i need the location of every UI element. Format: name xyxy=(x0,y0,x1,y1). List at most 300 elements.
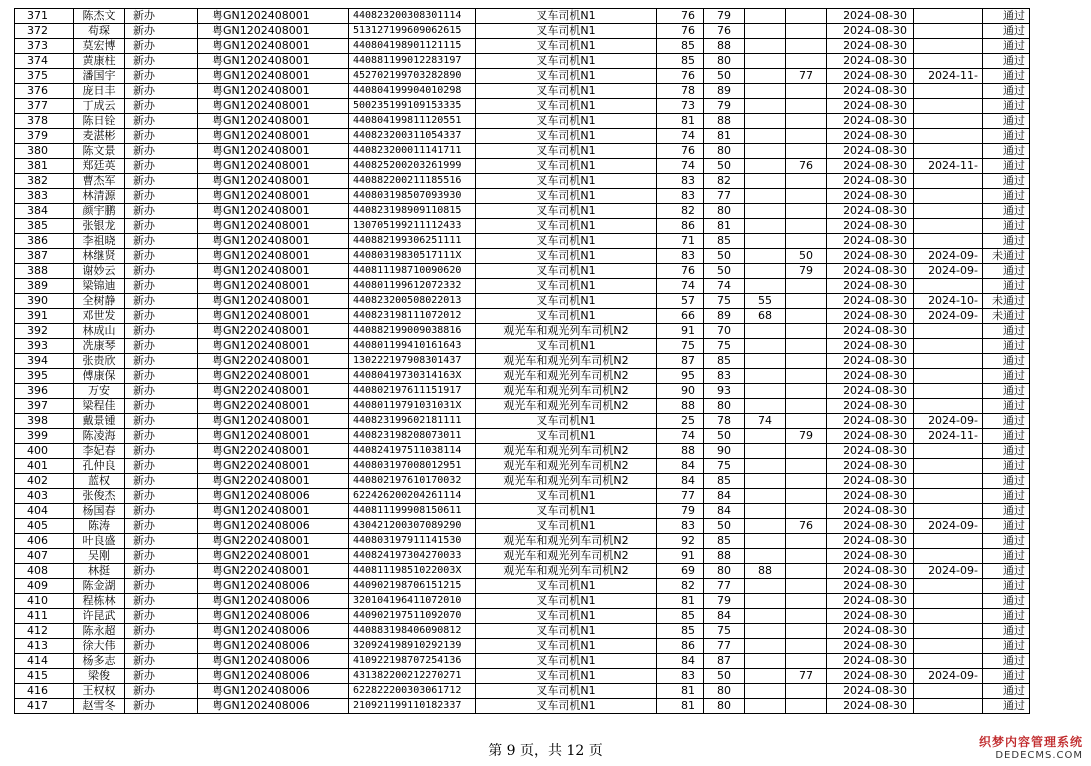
practical-score-cell: 75 xyxy=(704,459,745,474)
name-cell: 邓世发 xyxy=(74,309,125,324)
name-cell: 陈涛 xyxy=(74,519,125,534)
category-cell: 叉车司机N1 xyxy=(476,39,657,54)
id-number-cell: 440803198507093930 xyxy=(349,189,476,204)
batch-cell: 粤GN1202408001 xyxy=(198,294,349,309)
id-number-cell: 440825200203261999 xyxy=(349,159,476,174)
seq-cell: 382 xyxy=(15,174,74,189)
exam-date-cell: 2024-08-30 xyxy=(827,399,914,414)
name-cell: 庞日丰 xyxy=(74,84,125,99)
practical-score-cell: 89 xyxy=(704,84,745,99)
batch-cell: 粤GN1202408001 xyxy=(198,219,349,234)
type-cell: 新办 xyxy=(125,264,198,279)
retake-theory-cell xyxy=(745,174,786,189)
batch-cell: 粤GN1202408006 xyxy=(198,489,349,504)
table-row xyxy=(15,549,1030,564)
batch-cell: 粤GN1202408001 xyxy=(198,39,349,54)
seq-cell: 403 xyxy=(15,489,74,504)
retake-theory-cell xyxy=(745,339,786,354)
exam-date-cell: 2024-08-30 xyxy=(827,189,914,204)
batch-cell: 粤GN1202408001 xyxy=(198,279,349,294)
result-cell: 通过 xyxy=(983,549,1030,564)
batch-cell: 粤GN1202408001 xyxy=(198,429,349,444)
table-row xyxy=(15,84,1030,99)
result-cell: 未通过 xyxy=(983,294,1030,309)
batch-cell: 粤GN2202408001 xyxy=(198,369,349,384)
table-row xyxy=(15,204,1030,219)
seq-cell: 416 xyxy=(15,684,74,699)
id-number-cell: 440823199602181111 xyxy=(349,414,476,429)
exam-date-cell: 2024-08-30 xyxy=(827,309,914,324)
theory-score-cell: 77 xyxy=(657,489,704,504)
retake-date-cell xyxy=(914,234,983,249)
retake-date-cell xyxy=(914,369,983,384)
table-row xyxy=(15,144,1030,159)
name-cell: 许昆武 xyxy=(74,609,125,624)
retake-practical-cell xyxy=(786,114,827,129)
table-row xyxy=(15,9,1030,24)
result-cell: 通过 xyxy=(983,579,1030,594)
name-cell: 叶良盛 xyxy=(74,534,125,549)
retake-theory-cell xyxy=(745,699,786,714)
type-cell: 新办 xyxy=(125,294,198,309)
practical-score-cell: 77 xyxy=(704,579,745,594)
exam-date-cell: 2024-08-30 xyxy=(827,594,914,609)
theory-score-cell: 85 xyxy=(657,609,704,624)
category-cell: 观光车和观光列车司机N2 xyxy=(476,534,657,549)
table-row xyxy=(15,579,1030,594)
theory-score-cell: 69 xyxy=(657,564,704,579)
result-cell: 通过 xyxy=(983,84,1030,99)
seq-cell: 386 xyxy=(15,234,74,249)
retake-practical-cell xyxy=(786,339,827,354)
retake-practical-cell xyxy=(786,549,827,564)
seq-cell: 374 xyxy=(15,54,74,69)
practical-score-cell: 87 xyxy=(704,654,745,669)
result-cell: 通过 xyxy=(983,399,1030,414)
retake-theory-cell xyxy=(745,354,786,369)
category-cell: 叉车司机N1 xyxy=(476,54,657,69)
table-row xyxy=(15,354,1030,369)
id-number-cell: 44080319830517111X xyxy=(349,249,476,264)
exam-date-cell: 2024-08-30 xyxy=(827,624,914,639)
type-cell: 新办 xyxy=(125,699,198,714)
practical-score-cell: 85 xyxy=(704,534,745,549)
table-row xyxy=(15,54,1030,69)
retake-practical-cell: 50 xyxy=(786,249,827,264)
id-number-cell: 440823198111072012 xyxy=(349,309,476,324)
id-number-cell: 440823200011141711 xyxy=(349,144,476,159)
name-cell: 潘国宇 xyxy=(74,69,125,84)
name-cell: 吴刚 xyxy=(74,549,125,564)
seq-cell: 410 xyxy=(15,594,74,609)
table-row xyxy=(15,459,1030,474)
retake-date-cell xyxy=(914,144,983,159)
seq-cell: 417 xyxy=(15,699,74,714)
retake-practical-cell xyxy=(786,504,827,519)
theory-score-cell: 66 xyxy=(657,309,704,324)
category-cell: 观光车和观光列车司机N2 xyxy=(476,549,657,564)
seq-cell: 406 xyxy=(15,534,74,549)
retake-theory-cell xyxy=(745,654,786,669)
practical-score-cell: 50 xyxy=(704,249,745,264)
retake-date-cell: 2024-10- xyxy=(914,294,983,309)
table-row xyxy=(15,369,1030,384)
type-cell: 新办 xyxy=(125,309,198,324)
result-cell: 通过 xyxy=(983,459,1030,474)
table-row xyxy=(15,279,1030,294)
retake-theory-cell xyxy=(745,549,786,564)
type-cell: 新办 xyxy=(125,639,198,654)
exam-date-cell: 2024-08-30 xyxy=(827,69,914,84)
category-cell: 叉车司机N1 xyxy=(476,159,657,174)
category-cell: 叉车司机N1 xyxy=(476,504,657,519)
theory-score-cell: 76 xyxy=(657,69,704,84)
practical-score-cell: 50 xyxy=(704,669,745,684)
retake-practical-cell xyxy=(786,54,827,69)
retake-theory-cell xyxy=(745,264,786,279)
theory-score-cell: 88 xyxy=(657,399,704,414)
type-cell: 新办 xyxy=(125,84,198,99)
name-cell: 莫宏博 xyxy=(74,39,125,54)
result-cell: 通过 xyxy=(983,9,1030,24)
retake-theory-cell xyxy=(745,684,786,699)
retake-practical-cell xyxy=(786,609,827,624)
theory-score-cell: 83 xyxy=(657,669,704,684)
batch-cell: 粤GN1202408001 xyxy=(198,234,349,249)
type-cell: 新办 xyxy=(125,9,198,24)
table-row xyxy=(15,114,1030,129)
watermark-domain: DEDECMS.COM xyxy=(995,750,1083,761)
retake-theory-cell xyxy=(745,669,786,684)
theory-score-cell: 84 xyxy=(657,459,704,474)
exam-date-cell: 2024-08-30 xyxy=(827,219,914,234)
theory-score-cell: 83 xyxy=(657,189,704,204)
table-row xyxy=(15,699,1030,714)
seq-cell: 375 xyxy=(15,69,74,84)
exam-date-cell: 2024-08-30 xyxy=(827,24,914,39)
retake-practical-cell: 77 xyxy=(786,669,827,684)
id-number-cell: 44081119851022003X xyxy=(349,564,476,579)
theory-score-cell: 74 xyxy=(657,159,704,174)
retake-date-cell xyxy=(914,339,983,354)
results-table xyxy=(14,8,1030,714)
exam-date-cell: 2024-08-30 xyxy=(827,369,914,384)
name-cell: 李祖晓 xyxy=(74,234,125,249)
id-number-cell: 440803197008012951 xyxy=(349,459,476,474)
retake-theory-cell xyxy=(745,324,786,339)
batch-cell: 粤GN1202408006 xyxy=(198,639,349,654)
table-row xyxy=(15,24,1030,39)
exam-date-cell: 2024-08-30 xyxy=(827,234,914,249)
result-cell: 通过 xyxy=(983,669,1030,684)
exam-date-cell: 2024-08-30 xyxy=(827,489,914,504)
id-number-cell: 500235199109153335 xyxy=(349,99,476,114)
table-row xyxy=(15,339,1030,354)
exam-date-cell: 2024-08-30 xyxy=(827,684,914,699)
exam-date-cell: 2024-08-30 xyxy=(827,549,914,564)
table-row xyxy=(15,624,1030,639)
exam-date-cell: 2024-08-30 xyxy=(827,444,914,459)
retake-practical-cell xyxy=(786,84,827,99)
result-cell: 通过 xyxy=(983,534,1030,549)
retake-date-cell xyxy=(914,9,983,24)
theory-score-cell: 87 xyxy=(657,354,704,369)
seq-cell: 380 xyxy=(15,144,74,159)
name-cell: 杨国春 xyxy=(74,504,125,519)
practical-score-cell: 82 xyxy=(704,174,745,189)
seq-cell: 408 xyxy=(15,564,74,579)
retake-date-cell xyxy=(914,129,983,144)
exam-date-cell: 2024-08-30 xyxy=(827,99,914,114)
exam-date-cell: 2024-08-30 xyxy=(827,174,914,189)
retake-theory-cell xyxy=(745,429,786,444)
seq-cell: 372 xyxy=(15,24,74,39)
retake-practical-cell xyxy=(786,654,827,669)
category-cell: 叉车司机N1 xyxy=(476,189,657,204)
type-cell: 新办 xyxy=(125,669,198,684)
table-row xyxy=(15,294,1030,309)
retake-date-cell xyxy=(914,204,983,219)
table-row xyxy=(15,504,1030,519)
type-cell: 新办 xyxy=(125,519,198,534)
retake-date-cell xyxy=(914,24,983,39)
name-cell: 丁成云 xyxy=(74,99,125,114)
table-row xyxy=(15,399,1030,414)
category-cell: 叉车司机N1 xyxy=(476,639,657,654)
retake-theory-cell xyxy=(745,144,786,159)
category-cell: 叉车司机N1 xyxy=(476,414,657,429)
retake-theory-cell xyxy=(745,624,786,639)
batch-cell: 粤GN2202408001 xyxy=(198,324,349,339)
seq-cell: 371 xyxy=(15,9,74,24)
retake-theory-cell xyxy=(745,84,786,99)
seq-cell: 397 xyxy=(15,399,74,414)
practical-score-cell: 84 xyxy=(704,489,745,504)
name-cell: 陈杰文 xyxy=(74,9,125,24)
seq-cell: 385 xyxy=(15,219,74,234)
id-number-cell: 44080419730314163X xyxy=(349,369,476,384)
retake-theory-cell: 74 xyxy=(745,414,786,429)
type-cell: 新办 xyxy=(125,144,198,159)
batch-cell: 粤GN2202408001 xyxy=(198,399,349,414)
retake-practical-cell xyxy=(786,624,827,639)
seq-cell: 405 xyxy=(15,519,74,534)
seq-cell: 415 xyxy=(15,669,74,684)
result-cell: 通过 xyxy=(983,114,1030,129)
id-number-cell: 440881199012283197 xyxy=(349,54,476,69)
table-row xyxy=(15,174,1030,189)
table-row xyxy=(15,159,1030,174)
retake-date-cell xyxy=(914,54,983,69)
category-cell: 叉车司机N1 xyxy=(476,9,657,24)
type-cell: 新办 xyxy=(125,429,198,444)
exam-date-cell: 2024-08-30 xyxy=(827,279,914,294)
theory-score-cell: 81 xyxy=(657,114,704,129)
exam-date-cell: 2024-08-30 xyxy=(827,669,914,684)
exam-date-cell: 2024-08-30 xyxy=(827,324,914,339)
retake-practical-cell: 79 xyxy=(786,264,827,279)
retake-theory-cell xyxy=(745,519,786,534)
retake-practical-cell xyxy=(786,324,827,339)
table-row xyxy=(15,519,1030,534)
type-cell: 新办 xyxy=(125,99,198,114)
practical-score-cell: 74 xyxy=(704,279,745,294)
retake-practical-cell xyxy=(786,459,827,474)
category-cell: 叉车司机N1 xyxy=(476,69,657,84)
type-cell: 新办 xyxy=(125,504,198,519)
name-cell: 陈永超 xyxy=(74,624,125,639)
category-cell: 叉车司机N1 xyxy=(476,654,657,669)
practical-score-cell: 75 xyxy=(704,294,745,309)
id-number-cell: 622822200303061712 xyxy=(349,684,476,699)
id-number-cell: 440824197511038114 xyxy=(349,444,476,459)
name-cell: 傅康保 xyxy=(74,369,125,384)
retake-date-cell: 2024-11- xyxy=(914,429,983,444)
retake-practical-cell xyxy=(786,9,827,24)
category-cell: 叉车司机N1 xyxy=(476,309,657,324)
category-cell: 观光车和观光列车司机N2 xyxy=(476,474,657,489)
exam-date-cell: 2024-08-30 xyxy=(827,474,914,489)
type-cell: 新办 xyxy=(125,489,198,504)
type-cell: 新办 xyxy=(125,219,198,234)
batch-cell: 粤GN1202408001 xyxy=(198,414,349,429)
retake-practical-cell xyxy=(786,189,827,204)
result-cell: 通过 xyxy=(983,159,1030,174)
retake-practical-cell xyxy=(786,234,827,249)
category-cell: 观光车和观光列车司机N2 xyxy=(476,354,657,369)
retake-date-cell xyxy=(914,699,983,714)
retake-practical-cell xyxy=(786,294,827,309)
category-cell: 叉车司机N1 xyxy=(476,339,657,354)
type-cell: 新办 xyxy=(125,354,198,369)
id-number-cell: 622426200204261114 xyxy=(349,489,476,504)
retake-theory-cell xyxy=(745,219,786,234)
practical-score-cell: 88 xyxy=(704,39,745,54)
seq-cell: 393 xyxy=(15,339,74,354)
name-cell: 冼康琴 xyxy=(74,339,125,354)
type-cell: 新办 xyxy=(125,684,198,699)
result-cell: 通过 xyxy=(983,594,1030,609)
batch-cell: 粤GN2202408001 xyxy=(198,384,349,399)
theory-score-cell: 82 xyxy=(657,204,704,219)
theory-score-cell: 85 xyxy=(657,54,704,69)
practical-score-cell: 77 xyxy=(704,189,745,204)
exam-date-cell: 2024-08-30 xyxy=(827,459,914,474)
table-row xyxy=(15,489,1030,504)
seq-cell: 399 xyxy=(15,429,74,444)
table-row xyxy=(15,309,1030,324)
retake-theory-cell xyxy=(745,9,786,24)
name-cell: 梁程佳 xyxy=(74,399,125,414)
batch-cell: 粤GN1202408006 xyxy=(198,594,349,609)
theory-score-cell: 90 xyxy=(657,384,704,399)
practical-score-cell: 83 xyxy=(704,369,745,384)
retake-practical-cell xyxy=(786,399,827,414)
id-number-cell: 440823198208073011 xyxy=(349,429,476,444)
practical-score-cell: 85 xyxy=(704,474,745,489)
result-cell: 通过 xyxy=(983,99,1030,114)
batch-cell: 粤GN1202408001 xyxy=(198,249,349,264)
exam-date-cell: 2024-08-30 xyxy=(827,84,914,99)
retake-practical-cell xyxy=(786,564,827,579)
type-cell: 新办 xyxy=(125,189,198,204)
retake-practical-cell xyxy=(786,24,827,39)
batch-cell: 粤GN2202408001 xyxy=(198,459,349,474)
retake-date-cell: 2024-09- xyxy=(914,519,983,534)
name-cell: 张贵欣 xyxy=(74,354,125,369)
practical-score-cell: 80 xyxy=(704,144,745,159)
retake-practical-cell xyxy=(786,474,827,489)
retake-theory-cell xyxy=(745,369,786,384)
id-number-cell: 440883198406090812 xyxy=(349,624,476,639)
practical-score-cell: 50 xyxy=(704,264,745,279)
retake-theory-cell xyxy=(745,39,786,54)
batch-cell: 粤GN1202408001 xyxy=(198,339,349,354)
category-cell: 叉车司机N1 xyxy=(476,624,657,639)
batch-cell: 粤GN2202408001 xyxy=(198,444,349,459)
exam-date-cell: 2024-08-30 xyxy=(827,54,914,69)
retake-theory-cell xyxy=(745,489,786,504)
retake-theory-cell xyxy=(745,249,786,264)
id-number-cell: 440801199612072332 xyxy=(349,279,476,294)
category-cell: 叉车司机N1 xyxy=(476,519,657,534)
watermark-title: 织梦内容管理系统 xyxy=(978,735,1083,749)
category-cell: 叉车司机N1 xyxy=(476,669,657,684)
type-cell: 新办 xyxy=(125,339,198,354)
exam-date-cell: 2024-08-30 xyxy=(827,384,914,399)
name-cell: 赵雪冬 xyxy=(74,699,125,714)
table-row xyxy=(15,654,1030,669)
practical-score-cell: 88 xyxy=(704,549,745,564)
table-row xyxy=(15,564,1030,579)
seq-cell: 398 xyxy=(15,414,74,429)
table-row xyxy=(15,594,1030,609)
theory-score-cell: 92 xyxy=(657,534,704,549)
theory-score-cell: 81 xyxy=(657,594,704,609)
theory-score-cell: 81 xyxy=(657,684,704,699)
retake-date-cell xyxy=(914,459,983,474)
theory-score-cell: 84 xyxy=(657,654,704,669)
retake-practical-cell xyxy=(786,129,827,144)
type-cell: 新办 xyxy=(125,174,198,189)
retake-date-cell xyxy=(914,504,983,519)
batch-cell: 粤GN1202408001 xyxy=(198,189,349,204)
seq-cell: 378 xyxy=(15,114,74,129)
practical-score-cell: 79 xyxy=(704,99,745,114)
exam-date-cell: 2024-08-30 xyxy=(827,699,914,714)
exam-date-cell: 2024-08-30 xyxy=(827,339,914,354)
category-cell: 叉车司机N1 xyxy=(476,114,657,129)
theory-score-cell: 83 xyxy=(657,519,704,534)
id-number-cell: 440804199811120551 xyxy=(349,114,476,129)
exam-date-cell: 2024-08-30 xyxy=(827,144,914,159)
id-number-cell: 440823200508022013 xyxy=(349,294,476,309)
retake-practical-cell xyxy=(786,384,827,399)
theory-score-cell: 71 xyxy=(657,234,704,249)
retake-date-cell: 2024-09- xyxy=(914,414,983,429)
retake-theory-cell xyxy=(745,594,786,609)
result-cell: 通过 xyxy=(983,264,1030,279)
seq-cell: 388 xyxy=(15,264,74,279)
table-row xyxy=(15,249,1030,264)
retake-theory-cell xyxy=(745,129,786,144)
id-number-cell: 130705199211112433 xyxy=(349,219,476,234)
type-cell: 新办 xyxy=(125,624,198,639)
name-cell: 陈日铨 xyxy=(74,114,125,129)
practical-score-cell: 89 xyxy=(704,309,745,324)
category-cell: 叉车司机N1 xyxy=(476,144,657,159)
result-cell: 通过 xyxy=(983,204,1030,219)
